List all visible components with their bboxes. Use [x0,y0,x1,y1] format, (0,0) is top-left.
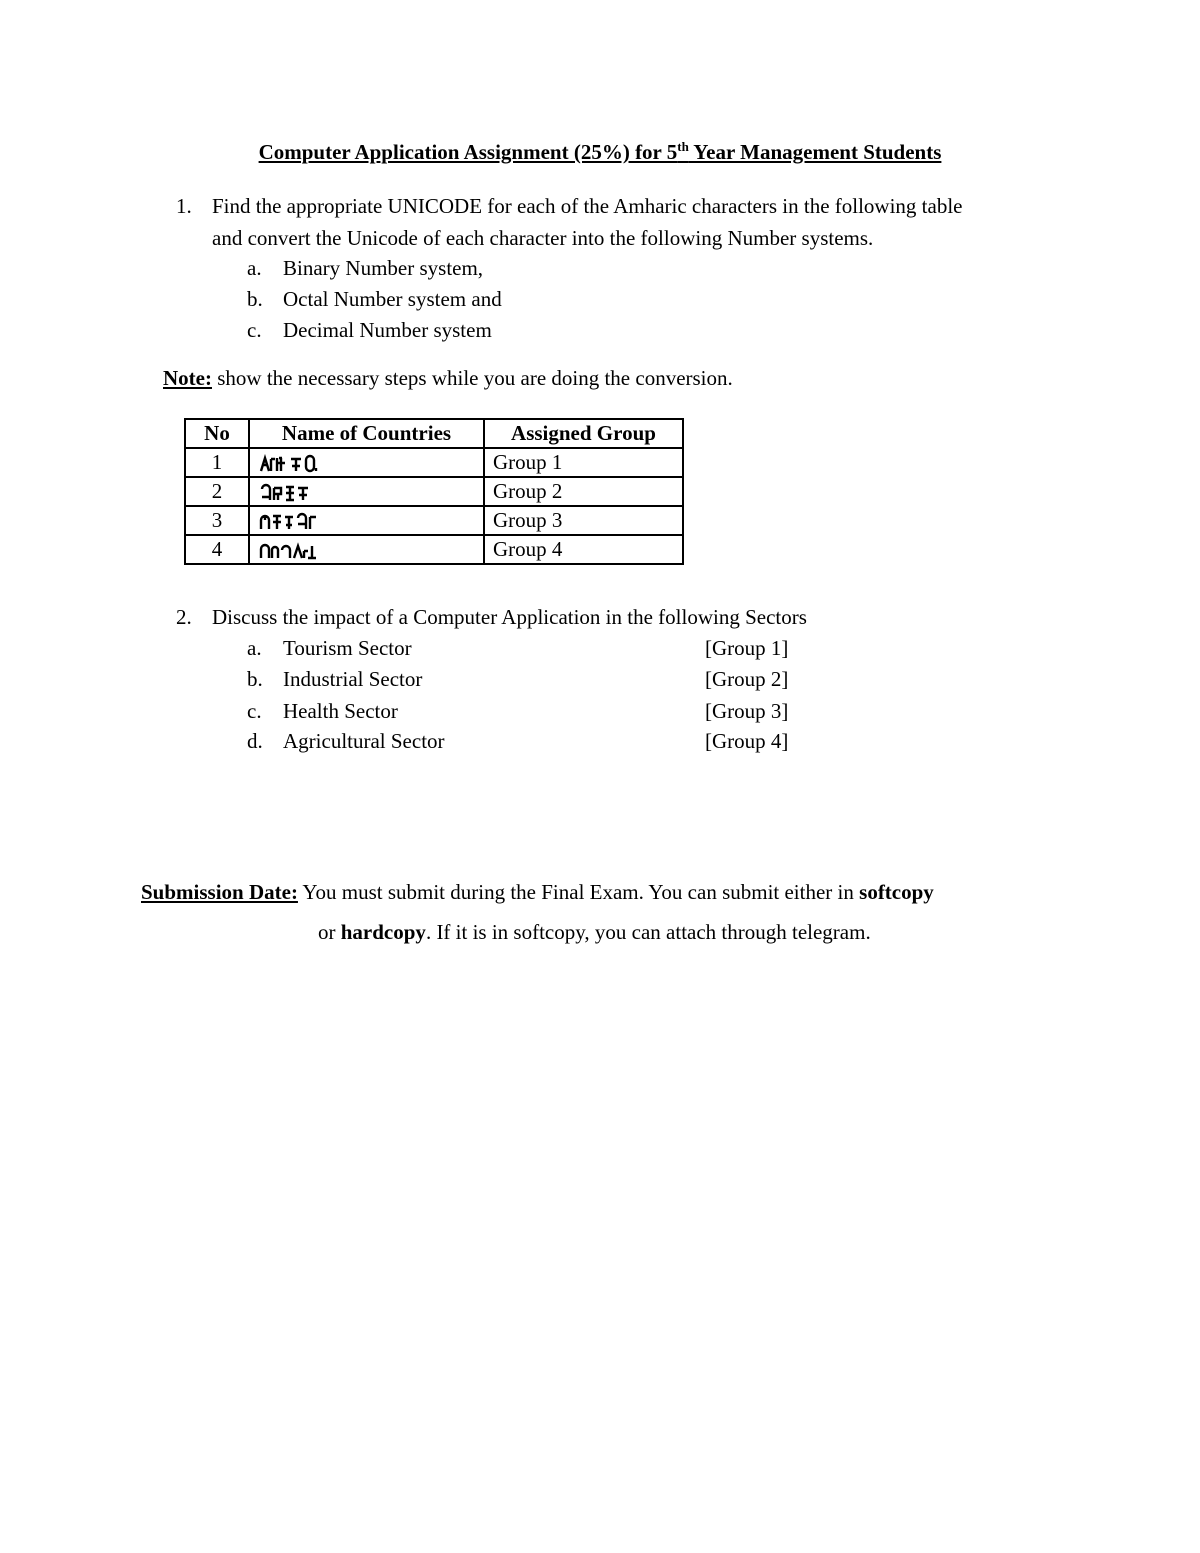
question-1-sub-text: Decimal Number system [283,318,492,342]
row-country-name [249,477,484,506]
title-tail: Year Management Students [688,140,942,164]
submission-line-2 [318,920,871,945]
document-title [0,140,1200,165]
question-2-sub-group: [Group 1] [705,636,789,660]
question-2-sub-letter: a. [247,636,262,660]
question-2-sub-group: [Group 2] [705,667,789,691]
question-2-number: 2. [176,605,192,629]
row-group: Group 1 [484,448,683,477]
countries-table [184,418,684,565]
row-country-name [249,535,484,564]
row-group: Group 2 [484,477,683,506]
table-row [185,535,683,564]
question-2-sub-group: [Group 4] [705,729,789,753]
question-2-sub-letter: b. [247,667,263,691]
row-no: 2 [185,477,249,506]
submission-line-1 [141,880,934,905]
row-group: Group 4 [484,535,683,564]
question-2-sub-text: Agricultural Sector [283,729,445,753]
submission-text-1: You must submit during the Final Exam. You can submit either in [297,880,860,904]
ethiopic-glyphs [258,483,320,503]
table-row [185,477,683,506]
table-row [185,506,683,535]
header-name-of-countries: Name of Countries [249,419,484,448]
submission-softcopy: softcopy [859,880,934,904]
submission-text-3: . If it is in softcopy, you can attach through telegram. [425,920,871,944]
row-no: 3 [185,506,249,535]
question-1-sub-text: Octal Number system and [283,287,502,311]
row-no: 4 [185,535,249,564]
note-text: show the necessary steps while you are doing the conversion. [211,366,733,390]
submission-hardcopy: hardcopy [340,920,426,944]
submission-label: Submission Date: [141,880,298,904]
question-1-line-1: Find the appropriate UNICODE for each of the Amharic characters in the following table [212,194,963,218]
question-2-sub-text: Industrial Sector [283,667,423,691]
row-group: Group 3 [484,506,683,535]
question-1-number: 1. [176,194,192,218]
note [163,366,733,391]
question-2-line-1: Discuss the impact of a Computer Application in the following Sectors [212,605,807,629]
ethiopic-glyphs [258,454,320,474]
question-1-line-2: and convert the Unicode of each character into the following Number systems. [212,226,874,250]
row-country-name [249,448,484,477]
question-2-sub-text: Tourism Sector [283,636,412,660]
question-1-sub-letter: b. [247,287,263,311]
question-2-sub-letter: c. [247,699,262,723]
table-header-row [185,419,683,448]
title-main: Computer Application Assignment (25%) for 5 [258,140,678,164]
question-1-sub-letter: a. [247,256,262,280]
header-no: No [185,419,249,448]
header-assigned-group: Assigned Group [484,419,683,448]
question-1-sub-text: Binary Number system, [283,256,484,280]
row-country-name [249,506,484,535]
question-2-sub-text: Health Sector [283,699,398,723]
table-row [185,448,683,477]
ethiopic-glyphs [258,541,320,561]
question-2-sub-group: [Group 3] [705,699,789,723]
row-no: 1 [185,448,249,477]
ethiopic-glyphs [258,512,320,532]
question-2-sub-letter: d. [247,729,263,753]
title-superscript: th [677,139,689,154]
note-label: Note: [163,366,212,390]
question-1-sub-letter: c. [247,318,262,342]
submission-text-2: or [318,920,341,944]
